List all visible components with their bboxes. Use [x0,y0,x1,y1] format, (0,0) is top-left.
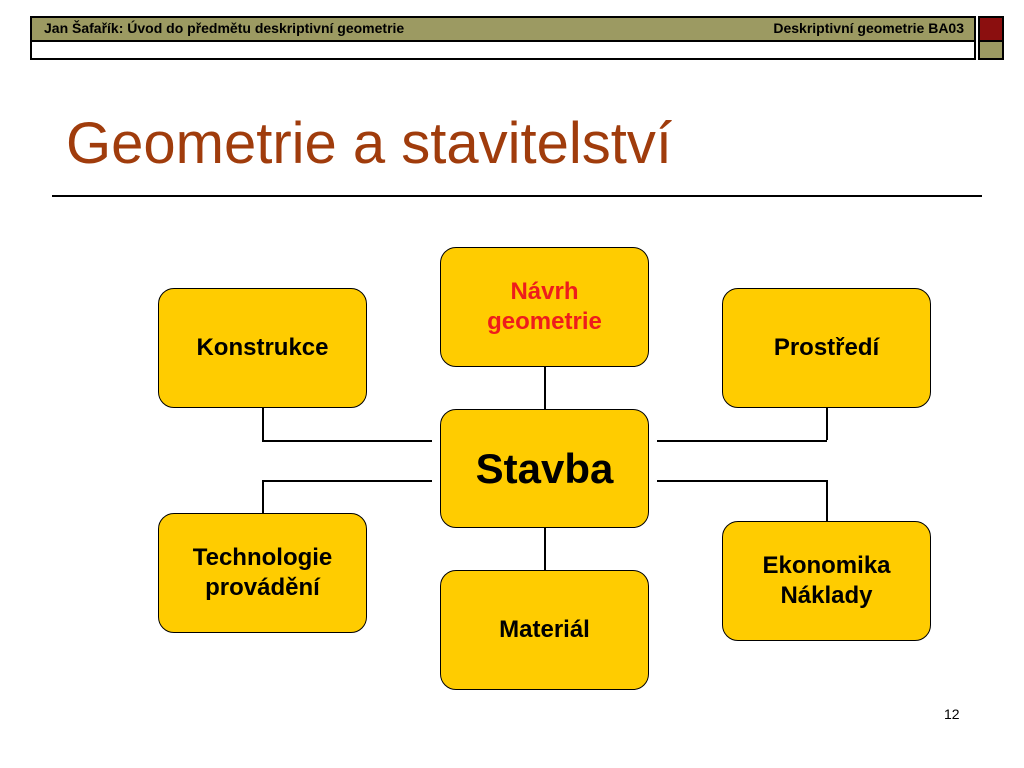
header-corner-accent [978,16,1004,42]
node-construction-label: Konstrukce [196,334,329,361]
title-divider [52,195,982,197]
node-building-label: Stavba [475,444,614,492]
connector-top-center [544,367,546,409]
node-technology [158,513,367,633]
node-economics-line2: Náklady [780,582,873,609]
node-construction [158,288,367,408]
header-underline [30,42,976,60]
node-economics [722,521,931,641]
node-material-label: Materiál [499,616,590,643]
node-design-geometry [440,247,649,367]
page-number: 12 [944,706,960,722]
header-corner-accent-lower [978,42,1004,60]
node-design-geometry-line1: Návrh [510,278,579,305]
connector-left-bottom-v [262,480,264,513]
node-technology-line1: Technologie [192,544,333,571]
node-environment [722,288,931,408]
header-course-code: Deskriptivní geometrie BA03 [773,20,964,36]
connector-left-bottom-h [262,480,432,482]
connector-right-bottom-h [657,480,827,482]
connector-right-top-h [657,440,827,442]
node-environment-label: Prostředí [773,334,880,361]
connector-right-bottom-v [826,480,828,521]
node-material [440,570,649,690]
node-economics-line1: Ekonomika [762,552,891,579]
node-design-geometry-line2: geometrie [487,308,602,335]
header-author-course: Jan Šafařík: Úvod do předmětu deskriptivní geometrie [44,20,405,36]
connector-center-bottom [544,528,546,570]
connector-right-top-v [826,408,828,440]
node-building [440,409,649,528]
node-technology-line2: provádění [205,574,320,601]
connector-left-top-h [262,440,432,442]
slide-title: Geometrie a stavitelství [66,111,672,176]
connector-left-top-v [262,408,264,440]
